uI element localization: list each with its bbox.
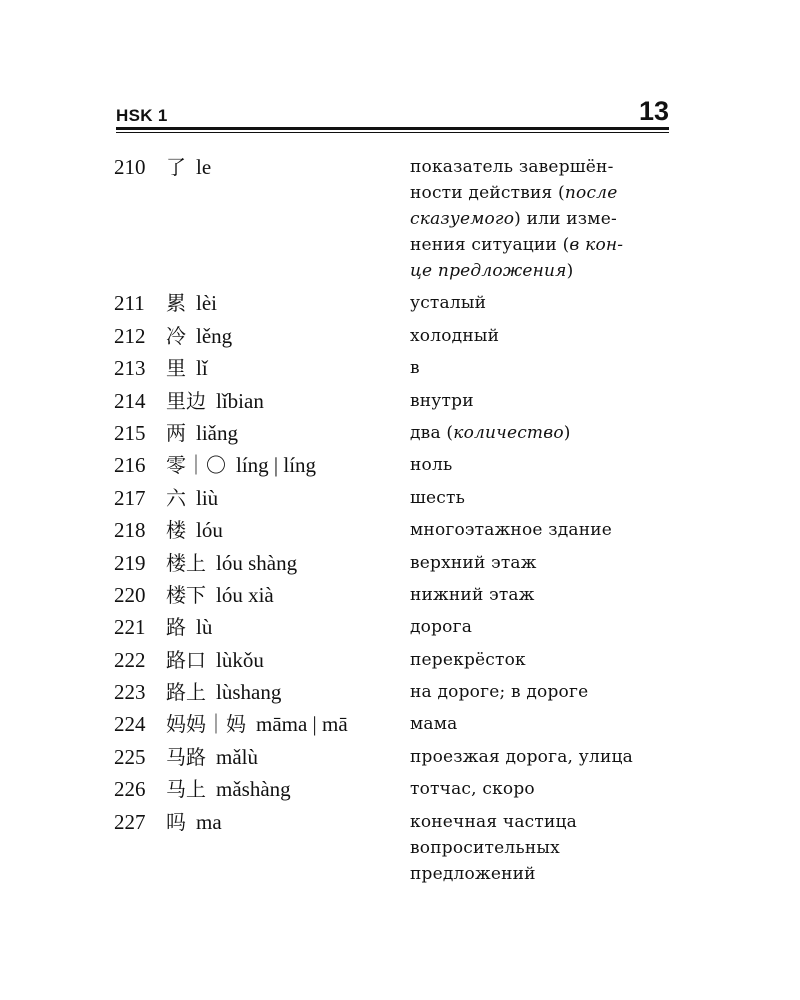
meaning-text: многоэтажное здание	[410, 520, 613, 541]
meaning-text: холодный	[410, 325, 500, 346]
entry-meaning	[410, 355, 674, 381]
meaning-text: предложений	[410, 863, 536, 884]
entry-pinyin: ma	[196, 809, 222, 834]
meaning-text: ности действия (	[410, 183, 565, 203]
vocab-entry	[114, 744, 674, 776]
entry-number: 211	[114, 291, 145, 316]
entry-word	[166, 485, 410, 511]
entry-number: 225	[114, 744, 146, 769]
entry-word	[166, 355, 410, 381]
entry-hanzi: 吗	[166, 809, 186, 834]
entry-number: 213	[114, 356, 146, 381]
entry-meaning	[410, 744, 674, 770]
entry-hanzi: 路	[166, 615, 186, 640]
meaning-line	[410, 485, 674, 511]
entry-number: 220	[114, 582, 146, 607]
entry-number: 216	[114, 453, 146, 478]
entry-word	[166, 420, 410, 446]
vocab-entry	[114, 582, 674, 614]
meaning-text: верхний этаж	[410, 552, 537, 573]
entry-pinyin: lù	[196, 615, 213, 640]
entry-number: 222	[114, 647, 146, 672]
entry-meaning	[410, 420, 674, 446]
entry-hanzi: 累	[166, 291, 186, 316]
meaning-text: проезжая дорога, улица	[410, 746, 633, 767]
meaning-line	[410, 861, 674, 887]
meaning-line	[410, 290, 674, 316]
entry-word	[166, 323, 410, 349]
entry-pinyin: lùshang	[216, 680, 282, 705]
entry-number: 217	[114, 485, 146, 510]
entry-word	[166, 679, 410, 705]
entry-pinyin: mǎshàng	[216, 777, 291, 802]
header-rule-thin	[116, 132, 669, 133]
entry-pinyin: liǎng	[196, 420, 238, 445]
vocab-entry	[114, 323, 674, 355]
entry-number: 215	[114, 420, 146, 445]
entry-word	[166, 711, 410, 737]
entry-number: 212	[114, 323, 146, 348]
meaning-text: шесть	[410, 487, 466, 508]
meaning-text: внутри	[410, 390, 474, 411]
meaning-line	[410, 711, 674, 737]
entry-meaning	[410, 323, 674, 349]
entry-hanzi: 路上	[166, 680, 206, 705]
entry-hanzi: 了	[166, 155, 186, 179]
meaning-line	[410, 744, 674, 770]
vocab-entry	[114, 776, 674, 808]
meaning-line	[410, 517, 674, 543]
meaning-text: на дороге; в дороге	[410, 682, 589, 703]
entry-meaning	[410, 711, 674, 737]
meaning-text: )	[566, 261, 574, 281]
entry-number: 214	[114, 388, 146, 413]
meaning-italic-text: в кон-	[569, 235, 624, 255]
meaning-line	[410, 809, 674, 835]
meaning-line	[410, 388, 674, 414]
entry-word	[166, 517, 410, 543]
entry-number: 223	[114, 680, 146, 705]
entry-meaning	[410, 647, 674, 673]
entry-number: 210	[114, 155, 146, 179]
entry-hanzi: 冷	[166, 323, 186, 348]
meaning-text: мама	[410, 714, 458, 735]
meaning-line	[410, 776, 674, 802]
meaning-italic-text: сказуемого	[410, 209, 515, 229]
entry-meaning	[410, 776, 674, 802]
entry-word	[166, 647, 410, 673]
entry-word	[166, 550, 410, 576]
entry-hanzi: 零｜〇	[166, 453, 226, 478]
entry-hanzi: 里	[166, 356, 186, 381]
entry-pinyin: lóu	[196, 518, 223, 543]
entry-meaning	[410, 550, 674, 576]
vocab-entry	[114, 647, 674, 679]
entry-hanzi: 楼上	[166, 550, 206, 575]
entry-hanzi: 楼	[166, 518, 186, 543]
entry-pinyin: māma | mā	[256, 712, 348, 737]
meaning-text: вопросительных	[410, 837, 560, 858]
entry-meaning	[410, 452, 674, 478]
entry-hanzi: 两	[166, 420, 186, 445]
meaning-text: в	[410, 358, 420, 379]
entry-hanzi: 妈妈｜妈	[166, 712, 246, 737]
entry-number: 218	[114, 518, 146, 543]
meaning-line	[410, 323, 674, 349]
entry-number: 226	[114, 777, 146, 802]
page-header	[116, 92, 669, 132]
entry-pinyin: le	[196, 155, 212, 179]
entry-pinyin: mǎlù	[216, 744, 258, 769]
entry-pinyin: líng | líng	[236, 453, 317, 478]
meaning-text: дорога	[410, 617, 473, 638]
entry-word	[166, 388, 410, 414]
entry-word	[166, 154, 410, 284]
entry-number: 224	[114, 712, 146, 737]
entry-pinyin: lóu xià	[216, 582, 274, 607]
meaning-text: показатель завершён-	[410, 157, 614, 177]
meaning-text: ) или изме-	[514, 209, 617, 229]
entry-word	[166, 776, 410, 802]
entry-number: 221	[114, 615, 146, 640]
entry-word	[166, 582, 410, 608]
vocab-entry	[114, 355, 674, 387]
meaning-text: конечная частица	[410, 811, 577, 832]
meaning-line	[410, 206, 674, 232]
meaning-text: усталый	[410, 293, 487, 314]
meaning-line	[410, 180, 674, 206]
entry-pinyin: lěng	[196, 323, 233, 348]
entry-pinyin: liù	[196, 485, 219, 510]
entry-word	[166, 290, 410, 316]
entry-pinyin: lèi	[196, 291, 217, 316]
entry-word	[166, 452, 410, 478]
entry-meaning	[410, 614, 674, 640]
meaning-italic-text: количество	[453, 422, 564, 443]
entry-meaning	[410, 517, 674, 543]
meaning-text: перекрёсток	[410, 649, 526, 670]
entry-meaning	[410, 388, 674, 414]
entry-hanzi: 六	[166, 485, 186, 510]
entry-pinyin: lóu shàng	[216, 550, 298, 575]
entry-word	[166, 809, 410, 887]
entry-hanzi: 楼下	[166, 582, 206, 607]
vocab-entry	[114, 420, 674, 452]
meaning-line	[410, 614, 674, 640]
entry-meaning	[410, 290, 674, 316]
entry-meaning	[410, 485, 674, 511]
meaning-italic-text: це предложения	[410, 261, 567, 281]
meaning-line	[410, 355, 674, 381]
meaning-line	[410, 679, 674, 705]
meaning-italic-text: после	[564, 183, 618, 203]
meaning-line	[410, 835, 674, 861]
meaning-line	[410, 647, 674, 673]
entry-meaning	[410, 679, 674, 705]
entry-pinyin: lǐbian	[216, 388, 264, 413]
meaning-line	[410, 420, 674, 446]
meaning-line	[410, 582, 674, 608]
entry-pinyin: lǐ	[196, 356, 208, 381]
entry-word	[166, 744, 410, 770]
entry-hanzi: 马上	[166, 777, 206, 802]
meaning-text: ноль	[410, 455, 453, 476]
vocab-entry	[114, 614, 674, 646]
vocab-entry	[114, 711, 674, 743]
entry-word	[166, 614, 410, 640]
entry-hanzi: 马路	[166, 744, 206, 769]
meaning-line	[410, 258, 674, 284]
meaning-line	[410, 232, 674, 258]
vocab-entry	[114, 485, 674, 517]
entry-hanzi: 里边	[166, 388, 206, 413]
vocab-entry	[114, 290, 674, 322]
vocab-entry	[114, 550, 674, 582]
meaning-line	[410, 550, 674, 576]
page-number: 13	[638, 96, 669, 126]
vocab-entry	[114, 809, 674, 893]
meaning-text: нижний этаж	[410, 584, 535, 605]
meaning-line	[410, 452, 674, 478]
entry-meaning	[410, 809, 674, 887]
vocab-entry	[114, 679, 674, 711]
entry-meaning	[410, 154, 674, 284]
vocab-entry	[114, 154, 674, 290]
meaning-line	[410, 154, 674, 180]
meaning-text: два (	[410, 422, 454, 443]
vocab-entry	[114, 452, 674, 484]
meaning-text: тотчас, скоро	[410, 779, 535, 800]
entry-meaning	[410, 582, 674, 608]
header-rule	[116, 127, 669, 130]
entry-number: 227	[114, 809, 146, 834]
entry-hanzi: 路口	[166, 647, 206, 672]
meaning-text: нения ситуации (	[410, 235, 570, 255]
meaning-text: )	[563, 422, 571, 443]
vocabulary-list	[114, 154, 674, 893]
vocab-entry	[114, 388, 674, 420]
entry-pinyin: lùkǒu	[216, 647, 264, 672]
entry-number: 219	[114, 550, 146, 575]
running-head: HSK 1	[116, 106, 168, 125]
vocab-entry	[114, 517, 674, 549]
